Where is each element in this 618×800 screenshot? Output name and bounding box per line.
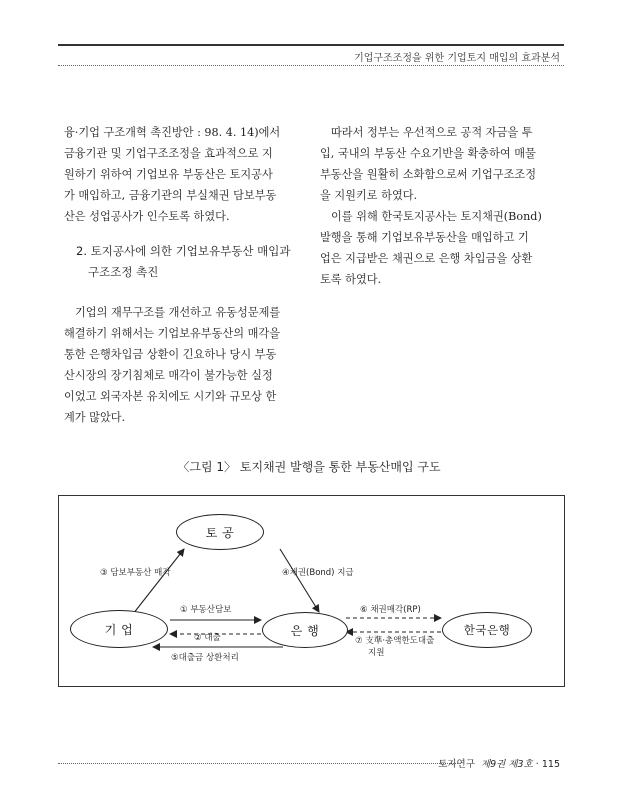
text-line: 통한 은행차입금 상환이 긴요하나 당시 부동 [64,348,277,361]
text-line: 이를 위해 한국토지공사는 토지채권(Bond) [331,210,542,223]
flow-arrows [58,495,565,687]
text-line: 해결하기 위해서는 기업보유부동산의 매각을 [64,327,281,340]
text-line: 을 지원키로 하였다. [320,189,418,202]
text-line: 가 매입하고, 금융기관의 부실채권 담보부동 [64,189,277,202]
text-line: 기업의 재무구조를 개선하고 유동성문제를 [75,306,281,319]
figure-caption: 〈그림 1〉 토지채권 발행을 통한 부동산매입 구도 [177,460,441,474]
text-line: 토록 하였다. [320,273,382,286]
right-paragraph-1 [320,122,560,206]
right-paragraph-2 [320,206,560,290]
left-column [64,122,296,428]
node-land-corporation: 토 공 [176,514,264,550]
text-line: 업은 지급받은 채권으로 은행 차입금을 상환 [320,252,533,265]
section-heading [76,241,296,283]
text-line: 부동산을 원활히 소화함으로써 기업구조조정 [320,168,537,181]
label-step4: ④채권(Bond) 지급 [282,568,354,578]
running-title: 기업구조조정을 위한 기업토지 매입의 효과분석 [354,53,560,64]
section-heading-line-2: 구조조정 촉진 [88,265,159,279]
node-bank-of-korea: 한국은행 [442,612,532,648]
journal-name: 토지연구 [438,759,475,770]
text-line: 원하기 위하여 기업보유 부동산은 토지공사 [64,168,273,181]
arrow-step4 [280,549,319,612]
text-line: 따라서 정부는 우선적으로 공적 자금을 투 [331,126,533,139]
right-column [320,122,560,290]
label-step5: ⑤대출금 상환처리 [171,653,239,663]
left-paragraph-1 [64,122,296,227]
label-step1: ① 부동산담보 [180,605,232,615]
text-line: 계가 많았다. [64,411,126,424]
footer-dotted-rule [58,763,458,764]
node-bank: 은 행 [262,612,348,648]
label-step2: ② 대출 [194,633,221,643]
node-company: 기 업 [70,610,168,648]
header-dotted-rule [58,65,564,66]
left-paragraph-2 [64,302,296,428]
arrow-step3 [133,549,184,614]
text-line: 발행을 통해 기업보유부동산을 매입하고 기 [320,231,529,244]
label-step6: ⑥ 채권매각(RP) [360,605,421,615]
text-line: 산은 성업공사가 인수토록 하였다. [64,210,230,223]
text-line: 이었고 외국자본 유치에도 시기와 규모상 한 [64,390,277,403]
text-line: 입, 국내의 부동산 수요기반을 확충하여 매물 [320,147,536,160]
page-number: 115 [541,759,560,770]
page-separator: · [535,759,539,770]
text-line: 융·기업 구조개혁 촉진방안 : 98. 4. 14)에서 [64,126,281,139]
text-line: 금융기관 및 기업구조조정을 효과적으로 지 [64,147,273,160]
label-step7-line2: 지원 [368,648,385,658]
header-rule [58,44,564,46]
volume-issue: 제9권 제3호 [480,759,533,770]
footer [438,756,560,770]
text-line: 산시장의 장기침체로 매각이 불가능한 실정 [64,369,273,382]
section-heading-line-1: 2. 토지공사에 의한 기업보유부동산 매입과 [76,244,291,258]
label-step7-line1: ⑦ 支準·총액한도대출 [355,636,435,646]
label-step3: ③ 담보부동산 매각 [100,568,171,578]
